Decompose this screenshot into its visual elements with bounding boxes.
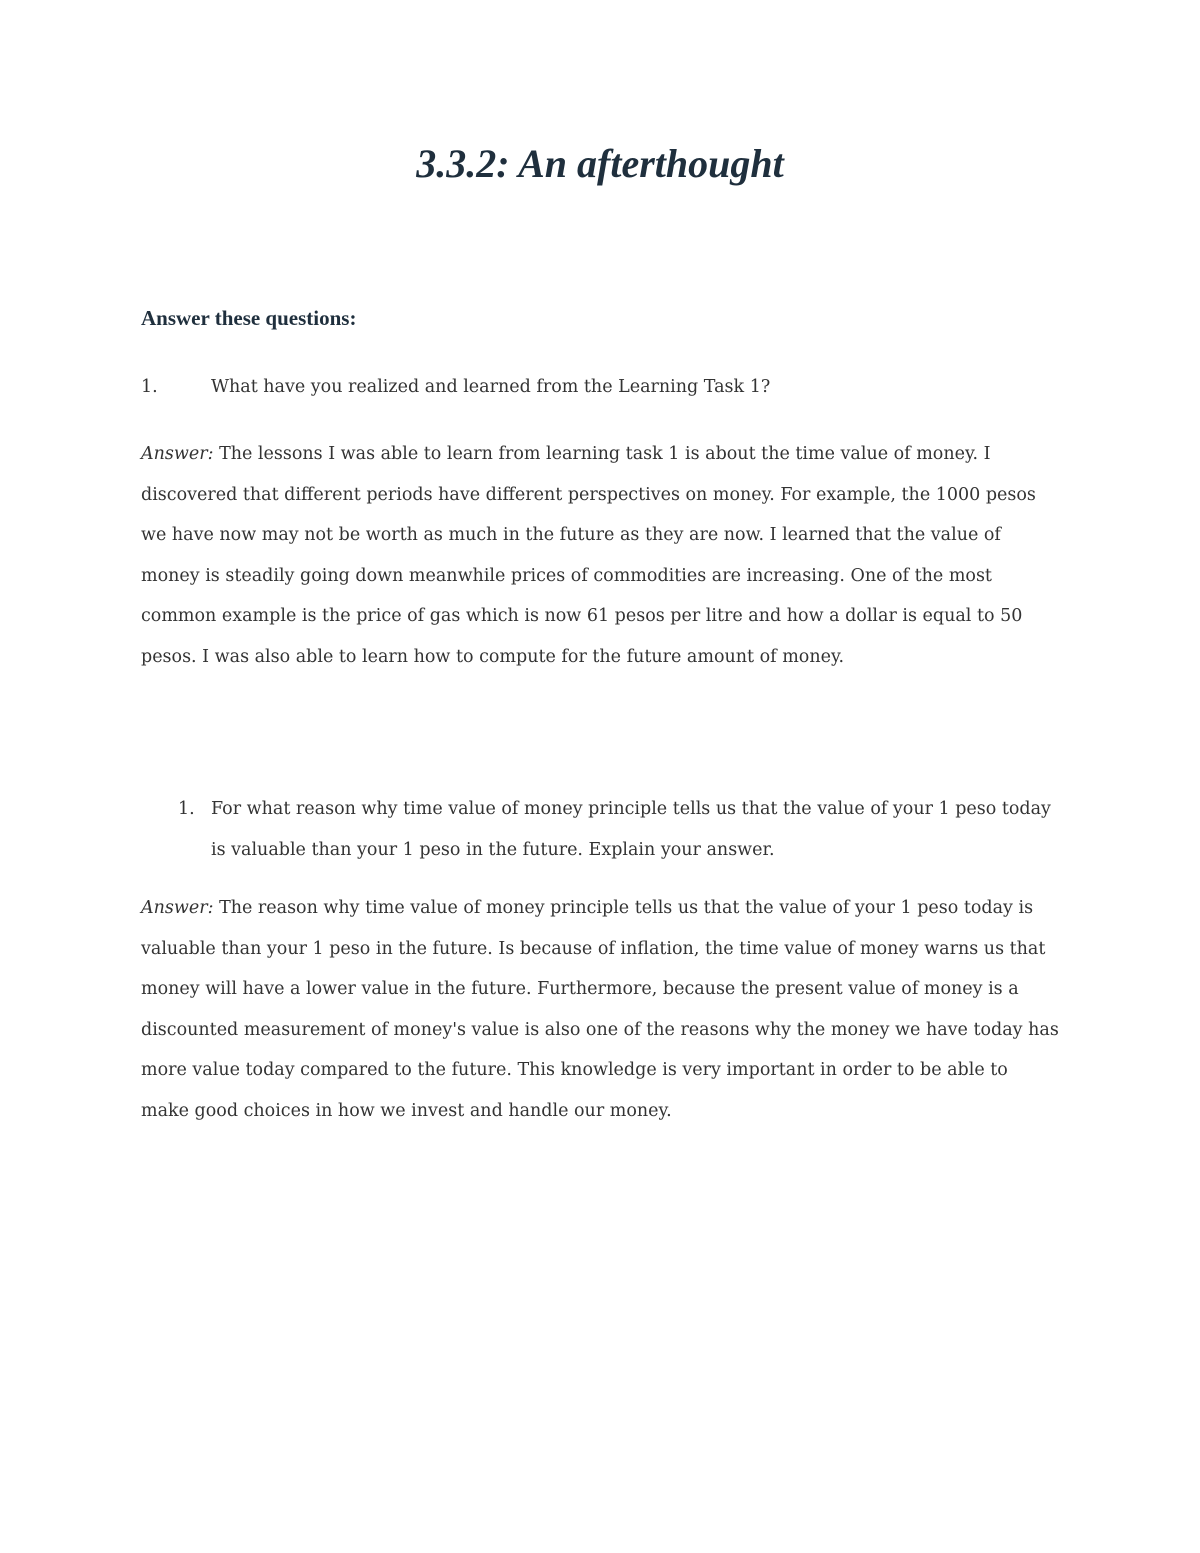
answer-2-label: Answer: [141, 898, 214, 918]
answer-1 [141, 434, 1061, 678]
answer-1-text: The lessons I was able to learn from learning task 1 is about the time value of money. I discovered that different periods have different perspectives on money. For example, the 1000 pesos we have now may not be worth as much in the future as they are now. I learned that the value of money is steadily going down meanwhile prices of commodities are increasing. One of the most common example is the price of gas which is now 61 pesos per litre and how a dollar is equal to 50 pesos. I was also able to learn how to compute for the future amount of money. [141, 444, 1036, 667]
answer-2 [141, 888, 1061, 1132]
answer-1-label: Answer: [141, 444, 214, 464]
section-heading: Answer these questions: [141, 306, 357, 330]
question-2-text: For what reason why time value of money principle tells us that the value of your 1 peso today is valuable than your 1 peso in the future. Explain your answer. [211, 799, 1051, 860]
question-2-number: 1. [178, 799, 195, 819]
question-1 [141, 367, 1061, 408]
question-1-number: 1. [141, 377, 158, 397]
question-2 [141, 789, 1061, 871]
question-1-text: What have you realized and learned from the Learning Task 1? [211, 377, 771, 397]
answer-2-text: The reason why time value of money principle tells us that the value of your 1 peso today is valuable than your 1 peso in the future. Is because of inflation, the time value of money warns us that money will have a lower value in the future. Furthermore, because the present value of money is a discounted measurement of money's value is also one of the reasons why the money we have today has more value today compared to the future. This knowledge is very important in order to be able to make good choices in how we invest and handle our money. [141, 898, 1059, 1121]
page-title: 3.3.2: An afterthought [416, 141, 784, 186]
